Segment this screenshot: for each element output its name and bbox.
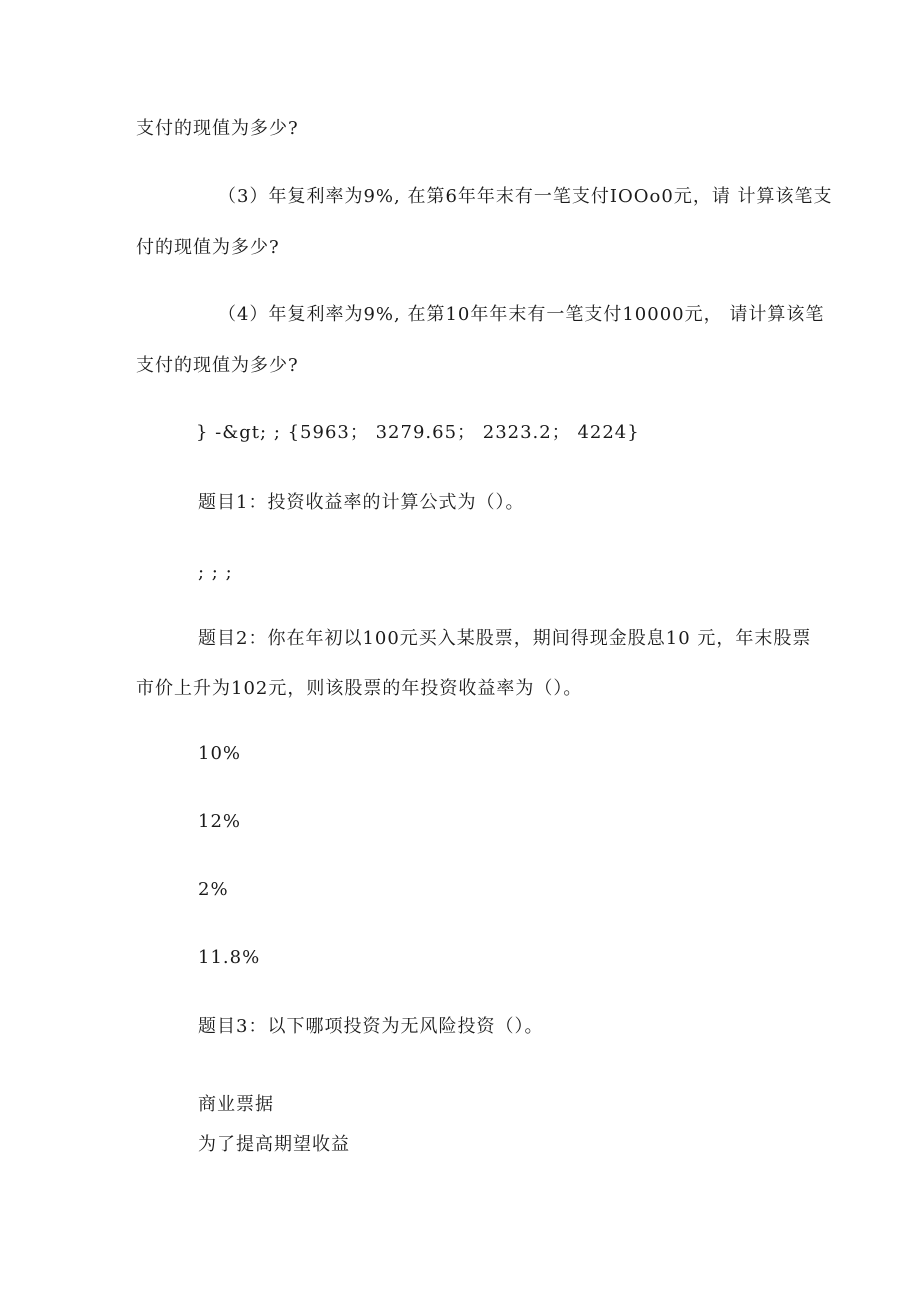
question-3-option-b: 为了提高期望收益: [198, 1134, 350, 1155]
q4-text: （4）年复利率为9%, 在第10年年末有一笔支付10000元， 请计算该笔: [218, 304, 825, 325]
q3-text-continuation: 付的现值为多少?: [136, 237, 280, 258]
q4-text-continuation: 支付的现值为多少?: [136, 355, 299, 376]
question-2-title-continuation: 市价上升为102元，则该股票的年投资收益率为（）。: [136, 678, 583, 699]
q3-text: （3）年复利率为9%, 在第6年年末有一笔支付IOOo0元，请 计算该笔支: [218, 186, 833, 207]
question-3-title: 题目3：以下哪项投资为无风险投资（）。: [198, 1016, 544, 1037]
answer-values: } -&gt; ; {5963； 3279.65； 2323.2； 4224}: [196, 422, 640, 443]
question-2-option-d: 11.8%: [198, 947, 261, 968]
question-1-options: ; ; ;: [198, 562, 233, 583]
question-1-title: 题目1：投资收益率的计算公式为（）。: [198, 492, 525, 513]
question-2-title: 题目2：你在年初以100元买入某股票，期间得现金股息10 元，年末股票: [198, 628, 812, 649]
question-2-option-a: 10%: [198, 743, 242, 764]
question-2-option-b: 12%: [198, 811, 242, 832]
question-2-option-c: 2%: [198, 879, 229, 900]
question-3-option-a: 商业票据: [198, 1094, 274, 1115]
q2-text-continuation: 支付的现值为多少?: [136, 118, 299, 139]
